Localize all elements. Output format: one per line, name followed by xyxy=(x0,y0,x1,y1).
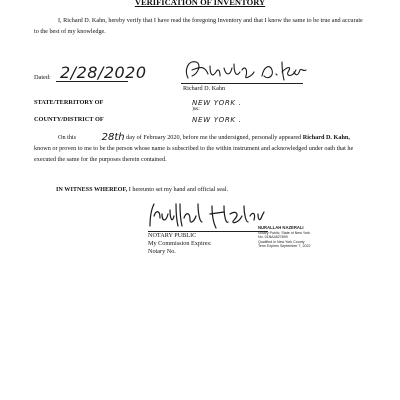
notary-seal-stamp xyxy=(258,226,311,249)
ack-name: Richard D. Kahn, xyxy=(302,134,350,141)
county-label: COUNTY/DISTRICT OF xyxy=(34,116,104,123)
notary-public-label: NOTARY PUBLIC xyxy=(148,232,197,239)
seal-line-2: No. 01NA4827899 xyxy=(258,235,288,240)
seal-name: NURALLAH NAZERALI xyxy=(258,225,304,230)
witness-rest: I hereunto set my hand and official seal. xyxy=(128,186,228,193)
ack-rest: known or proven to me to be the person whose name is subscribed to the within instrument and acknowledged under oath that he executed the same for the purposes therein contained. xyxy=(34,145,354,163)
signer-name: Richard D. Kahn xyxy=(183,85,226,92)
signer-signature-line xyxy=(181,83,303,84)
ack-date-rest: day of February 2020, before me the undersigned, personally appeared xyxy=(126,134,302,141)
seal-line-3: Qualified in New York County xyxy=(258,239,305,244)
commission-label: My Commission Expires: xyxy=(148,240,212,247)
signer-signature xyxy=(182,58,307,84)
ss-label: )ss: xyxy=(192,106,200,112)
acknowledgment-paragraph xyxy=(34,132,364,165)
dated-underline xyxy=(56,81,128,82)
seal-line-1: Notary Public, State of New York xyxy=(258,230,310,235)
witness-bold: IN WITNESS WHEREOF, xyxy=(56,186,128,193)
notary-no-label: Notary No. xyxy=(148,248,176,255)
county-value: NEW YORK . xyxy=(192,115,242,124)
state-label: STATE/TERRITORY OF xyxy=(34,99,104,106)
verification-paragraph: I, Richard D. Kahn, hereby verify that I have read the foregoing Inventory and that I know the same to be true and accurate to the best of my knowledge. xyxy=(34,17,363,35)
witness-line xyxy=(56,186,228,193)
seal-line-4: Term Expires September 7, 2022 xyxy=(258,244,311,249)
ack-day: 28th xyxy=(101,132,125,143)
ack-intro: On this xyxy=(58,134,77,141)
notary-signature xyxy=(146,200,276,232)
document-title: VERIFICATION OF INVENTORY xyxy=(134,0,266,7)
dated-value: 2/28/2020 xyxy=(60,63,147,82)
dated-label: Dated: xyxy=(34,74,51,81)
state-value: NEW YORK . xyxy=(192,98,242,107)
